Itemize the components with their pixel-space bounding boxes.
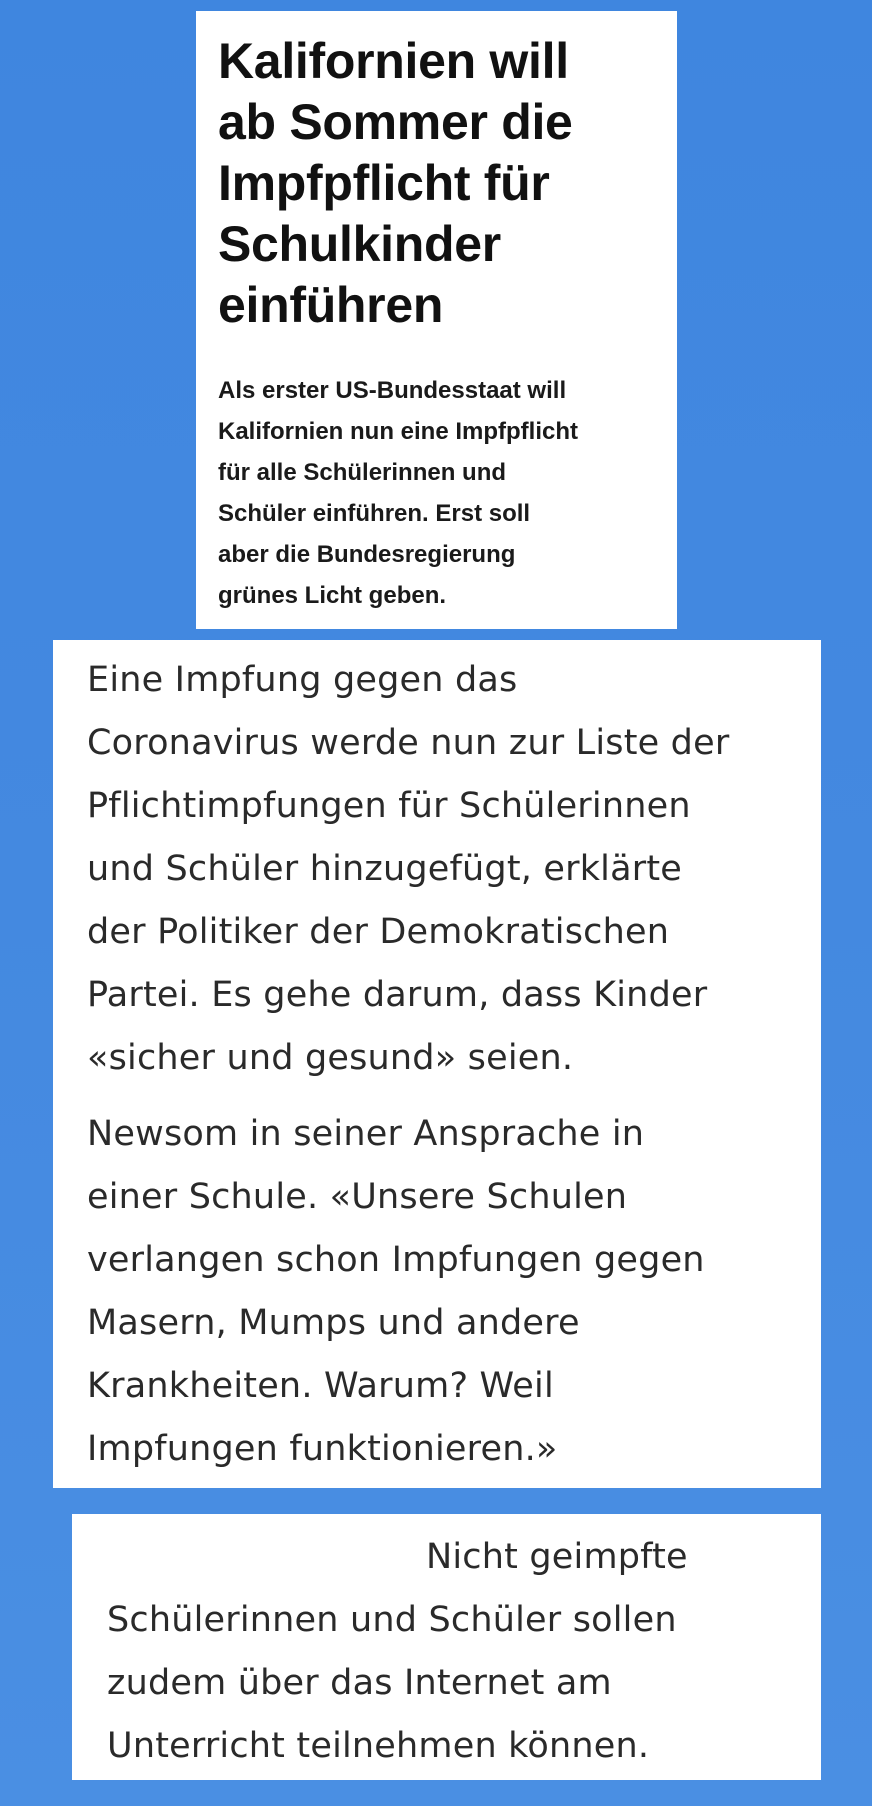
excerpt-line: Partei. Es gehe darum, dass Kinder (87, 975, 708, 1015)
lead-line: Als erster US-Bundesstaat will (218, 377, 567, 404)
excerpt-line: Nicht geimpfte (426, 1537, 688, 1577)
excerpt-line: der Politiker der Demokratischen (87, 912, 670, 952)
excerpt-line: zudem über das Internet am (107, 1663, 612, 1703)
excerpt-card-3 (72, 1514, 821, 1780)
excerpt-line: Schülerinnen und Schüler sollen (107, 1600, 677, 1640)
lead-line: Schüler einführen. Erst soll (218, 500, 531, 527)
excerpt-line: Unterricht teilnehmen können. (107, 1726, 650, 1766)
excerpt-line: verlangen schon Impfungen gegen (87, 1240, 705, 1280)
excerpt-line: Newsom in seiner Ansprache in (87, 1114, 645, 1154)
excerpt-card-2 (53, 1097, 821, 1488)
article-lead (218, 370, 657, 616)
excerpt-line: und Schüler hinzugefügt, erklärte (87, 849, 683, 889)
headline-line: Kalifornien will (218, 33, 569, 89)
headline-line: ab Sommer die (218, 94, 573, 150)
headline-line: Impfpflicht für (218, 155, 550, 211)
article-headline (218, 31, 657, 336)
excerpt-text-3 (107, 1526, 801, 1778)
excerpt-text-1 (87, 649, 801, 1090)
excerpt-line: Impfungen funktionieren.» (87, 1429, 558, 1469)
lead-line: Kalifornien nun eine Impfpflicht (218, 418, 578, 445)
excerpt-card-1 (53, 640, 821, 1097)
excerpt-text-2 (87, 1103, 801, 1481)
lead-line: für alle Schülerinnen und (218, 459, 507, 486)
excerpt-line: Pflichtimpfungen für Schülerinnen (87, 786, 691, 826)
excerpt-line: einer Schule. «Unsere Schulen (87, 1177, 628, 1217)
excerpt-line: Coronavirus werde nun zur Liste der (87, 723, 730, 763)
headline-card (196, 11, 677, 629)
excerpt-line: «sicher und gesund» seien. (87, 1038, 574, 1078)
headline-line: einführen (218, 277, 444, 333)
lead-line: grünes Licht geben. (218, 582, 447, 609)
lead-line: aber die Bundesregierung (218, 541, 516, 568)
excerpt-line: Masern, Mumps und andere (87, 1303, 580, 1343)
headline-line: Schulkinder (218, 216, 501, 272)
excerpt-line: Krankheiten. Warum? Weil (87, 1366, 554, 1406)
excerpt-line: Eine Impfung gegen das (87, 660, 518, 700)
